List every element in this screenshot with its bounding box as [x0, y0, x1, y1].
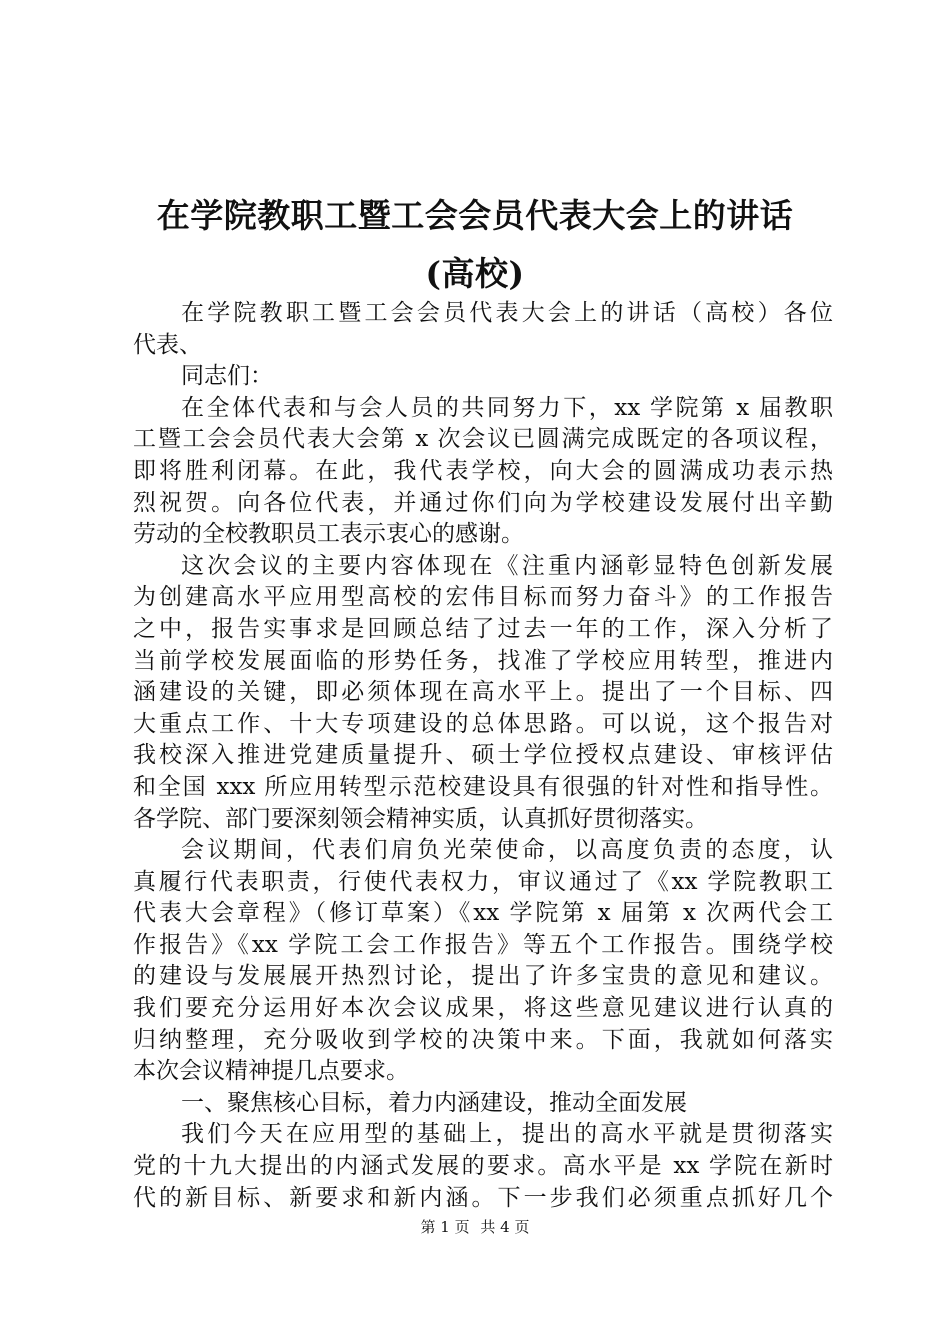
body-line: 大重点工作、十大专项建设的总体思路。可以说，这个报告对 [133, 710, 833, 737]
body-line: 之中，报告实事求是回顾总结了过去一年的工作，深入分析了 [133, 615, 833, 642]
body-line: 真履行代表职责，行使代表权力，审议通过了《xx 学院教职工 [133, 868, 833, 895]
body-line: 工暨工会会员代表大会第 x 次会议已圆满完成既定的各项议程， [133, 426, 833, 453]
body-line: 党的十九大提出的内涵式发展的要求。高水平是 xx 学院在新时 [133, 1153, 833, 1180]
body-line: 本次会议精神提几点要求。 [133, 1058, 409, 1085]
body-line: 归纳整理，充分吸收到学校的决策中来。下面，我就如何落实 [133, 1026, 833, 1053]
body-line: 同志们： [181, 363, 273, 390]
body-line: 即将胜利闭幕。在此，我代表学校，向大会的圆满成功表示热 [133, 457, 833, 484]
body-line: 在学院教职工暨工会会员代表大会上的讲话（高校）各位 [181, 300, 833, 326]
body-line: 涵建设的关键，即必须体现在高水平上。提出了一个目标、四 [133, 679, 833, 706]
body-line: 作报告》《xx 学院工会工作报告》等五个工作报告。围绕学校 [133, 931, 833, 958]
body-line: 在全体代表和与会人员的共同努力下，xx 学院第 x 届教职 [181, 394, 833, 421]
body-line: 我们要充分运用好本次会议成果，将这些意见建议进行认真的 [133, 995, 833, 1022]
body-line: 为创建高水平应用型高校的宏伟目标而努力奋斗》的工作报告 [133, 584, 833, 611]
body-line: 劳动的全校教职员工表示衷心的感谢。 [133, 521, 524, 548]
document-title-subtitle: (高校) [425, 254, 525, 293]
section-heading: 一、聚焦核心目标，着力内涵建设，推动全面发展 [181, 1089, 687, 1116]
body-line: 烈祝贺。向各位代表，并通过你们向为学校建设发展付出辛勤 [133, 489, 833, 516]
body-line: 的建设与发展展开热烈讨论，提出了许多宝贵的意见和建议。 [133, 963, 833, 990]
page-total: 共 4 页 [480, 1218, 530, 1236]
body-line: 代表大会章程》（修订草案）《xx 学院第 x 届第 x 次两代会工 [133, 900, 833, 927]
body-line: 代表、 [133, 331, 202, 358]
body-line: 和全国 xxx 所应用转型示范校建设具有很强的针对性和指导性。 [133, 773, 833, 800]
document-body [133, 298, 833, 1214]
body-line: 我校深入推进党建质量提升、硕士学位授权点建设、审核评估 [133, 742, 833, 769]
body-line: 我们今天在应用型的基础上，提出的高水平就是贯彻落实 [181, 1121, 833, 1148]
page-footer [0, 1216, 950, 1237]
page-number: 第 1 页 [420, 1218, 470, 1236]
body-line: 会议期间，代表们肩负光荣使命，以高度负责的态度，认 [181, 837, 833, 864]
body-line: 这次会议的主要内容体现在《注重内涵彰显特色创新发展 [181, 552, 833, 579]
body-line: 当前学校发展面临的形势任务，找准了学校应用转型，推进内 [133, 647, 833, 674]
document-title: 在学院教职工暨工会会员代表大会上的讲话 [156, 196, 794, 235]
body-line: 代的新目标、新要求和新内涵。下一步我们必须重点抓好几个 [133, 1184, 833, 1211]
body-line: 各学院、部门要深刻领会精神实质，认真抓好贯彻落实。 [133, 805, 708, 832]
